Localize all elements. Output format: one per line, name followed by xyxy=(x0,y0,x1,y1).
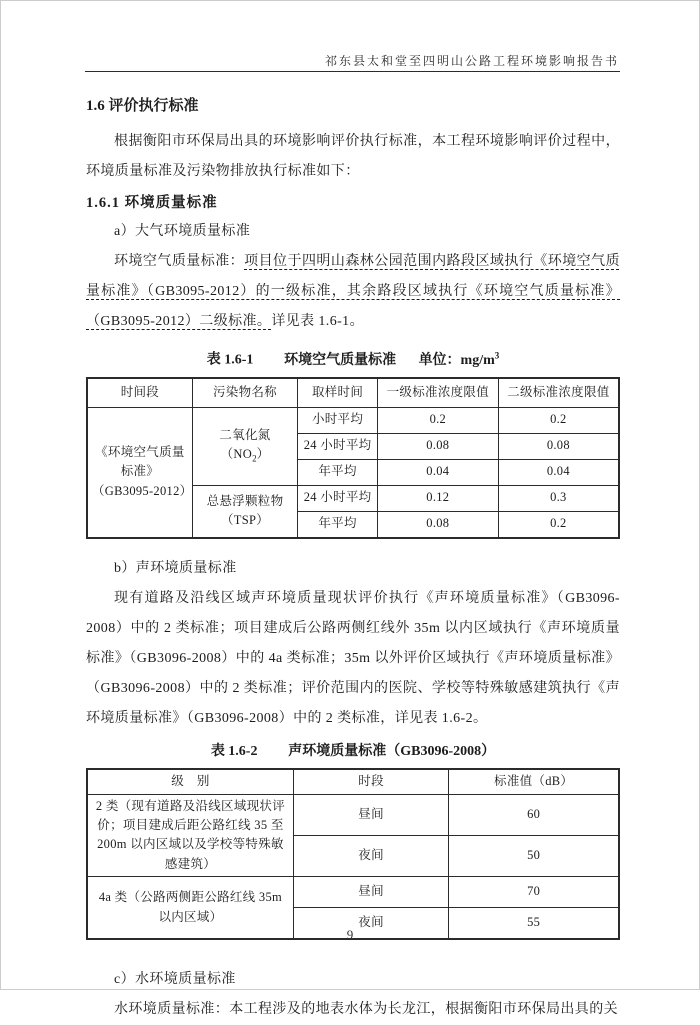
table-row xyxy=(87,407,619,433)
noise-paragraph: 现有道路及沿线区域声环境质量现状评价执行《声环境质量标准》（GB3096-2008）中的 2 类标准；项目建成后公路两侧红线外 35m 以内区域执行《声环境质量标准》（GB3096-2008）中的 4a 类标准；35m 以外评价区域执行《声环境质量标准》（GB3096-2008）中的 2 类标准；评价范围内的医院、学校等特殊敏感建筑执行《声环境质量标准》（GB3096-2008）中的 2 类标准，详见表 1.6-2。 xyxy=(86,590,620,726)
period-cell: 夜间 xyxy=(293,835,448,876)
air-quality-table xyxy=(86,377,620,539)
no2-suffix: ） xyxy=(256,447,270,462)
pollutant-tsp-cell xyxy=(192,485,297,538)
intro-paragraph: 根据衡阳市环保局出具的环境影响评价执行标准，本工程环境影响评价过程中，环境质量标准及污染物排放执行标准如下： xyxy=(86,134,620,179)
noise-category-2-cell: 2 类（现有道路及沿线区域现状评价；项目建成后距公路红线 35 至 200m 以内区域以及学校等特殊敏感建筑） xyxy=(87,794,293,877)
noise-category-4a-cell: 4a 类（公路两侧距公路红线 35m 以内区域） xyxy=(87,877,293,940)
spacer xyxy=(86,955,620,965)
noise-table-caption-label: 表 1.6-2 xyxy=(210,743,258,759)
grade2-value-cell: 0.3 xyxy=(498,485,619,511)
air-col-period: 时间段 xyxy=(87,378,192,408)
air-table-caption-label: 表 1.6-1 xyxy=(206,352,254,368)
section-title: 1.6 评价执行标准 xyxy=(86,98,199,114)
running-header: 祁东县太和堂至四明山公路工程环境影响报告书 xyxy=(324,54,619,68)
value-cell: 55 xyxy=(449,908,619,940)
item-a-heading: a）大气环境质量标准 xyxy=(114,224,251,239)
period-cell: 昼间 xyxy=(293,794,448,835)
air-col-grade1: 一级标准浓度限值 xyxy=(377,378,498,408)
tsp-line2: （TSP） xyxy=(220,513,270,528)
pollutant-no2-cell xyxy=(192,407,297,485)
standard-name-line2: 标准》 xyxy=(120,464,160,479)
period-cell: 昼间 xyxy=(293,877,448,908)
air-paragraph-lead: 环境空气质量标准： xyxy=(114,254,245,269)
grade1-value-cell: 0.08 xyxy=(377,433,498,459)
noise-table-header-row xyxy=(87,769,619,795)
air-col-sampling: 取样时间 xyxy=(298,378,378,408)
sampling-time-cell: 年平均 xyxy=(298,459,378,485)
standard-name-line1: 《环境空气质量 xyxy=(95,445,185,460)
noise-col-category: 级 别 xyxy=(87,769,293,795)
air-table-unit-sup: 3 xyxy=(494,350,500,360)
grade1-value-cell: 0.2 xyxy=(377,407,498,433)
no2-subscript: 2 xyxy=(252,453,257,464)
table-row xyxy=(87,794,619,835)
grade1-value-cell: 0.08 xyxy=(377,511,498,538)
value-cell: 60 xyxy=(449,794,619,835)
noise-col-value: 标准值（dB） xyxy=(449,769,619,795)
page-number: 9 xyxy=(346,927,354,942)
table-row xyxy=(87,877,619,908)
noise-table-caption-title: 声环境质量标准（GB3096-2008） xyxy=(288,743,496,759)
air-quality-paragraph xyxy=(86,247,620,337)
sampling-time-cell: 小时平均 xyxy=(298,407,378,433)
spacer xyxy=(86,539,620,554)
air-table-caption-unit xyxy=(418,350,500,368)
air-col-grade2: 二级标准浓度限值 xyxy=(498,378,619,408)
item-c-heading: c）水环境质量标准 xyxy=(114,972,236,988)
grade2-value-cell: 0.08 xyxy=(498,433,619,459)
air-table-caption-title: 环境空气质量标准 xyxy=(284,352,397,368)
noise-table-caption xyxy=(86,741,620,763)
value-cell: 50 xyxy=(449,835,619,876)
tsp-line1: 总悬浮颗粒物 xyxy=(206,493,284,508)
subsection-title: 1.6.1 环境质量标准 xyxy=(86,195,218,211)
air-table-header-row xyxy=(87,378,619,408)
no2-prefix: 二氧化氮（NO xyxy=(219,427,271,462)
noise-standard-table xyxy=(86,768,620,941)
grade1-value-cell: 0.04 xyxy=(377,459,498,485)
air-table-caption xyxy=(86,344,620,372)
item-b-heading: b）声环境质量标准 xyxy=(114,560,237,576)
air-col-pollutant: 污染物名称 xyxy=(192,378,297,408)
sampling-time-cell: 24 小时平均 xyxy=(298,433,378,459)
grade2-value-cell: 0.2 xyxy=(498,407,619,433)
sampling-time-cell: 24 小时平均 xyxy=(298,485,378,511)
noise-col-period: 时段 xyxy=(293,769,448,795)
grade1-value-cell: 0.12 xyxy=(377,485,498,511)
sampling-time-cell: 年平均 xyxy=(298,511,378,538)
header-rule xyxy=(85,71,620,72)
air-table-unit-text: 单位：mg/m xyxy=(418,352,495,368)
water-paragraph: 水环境质量标准：本工程涉及的地表水体为长龙江，根据衡阳市环保局出具的关 xyxy=(114,1002,618,1018)
period-cell: 夜间 xyxy=(293,908,448,940)
grade2-value-cell: 0.04 xyxy=(498,459,619,485)
document-body xyxy=(86,87,620,1025)
grade2-value-cell: 0.2 xyxy=(498,511,619,538)
value-cell: 70 xyxy=(449,877,619,908)
air-standard-name-cell xyxy=(87,407,192,538)
air-paragraph-tail: 详见表 1.6-1。 xyxy=(271,314,364,329)
air-paragraph-underlined: 项目位于四明山森林公园范围内路段区域执行《环境空气质量标准》（GB3095-2012）的一级标准，其余路段区域执行《环境空气质量标准》（GB3095-2012）二级标准。 xyxy=(86,254,620,329)
standard-name-line3: （GB3095-2012） xyxy=(92,483,193,498)
